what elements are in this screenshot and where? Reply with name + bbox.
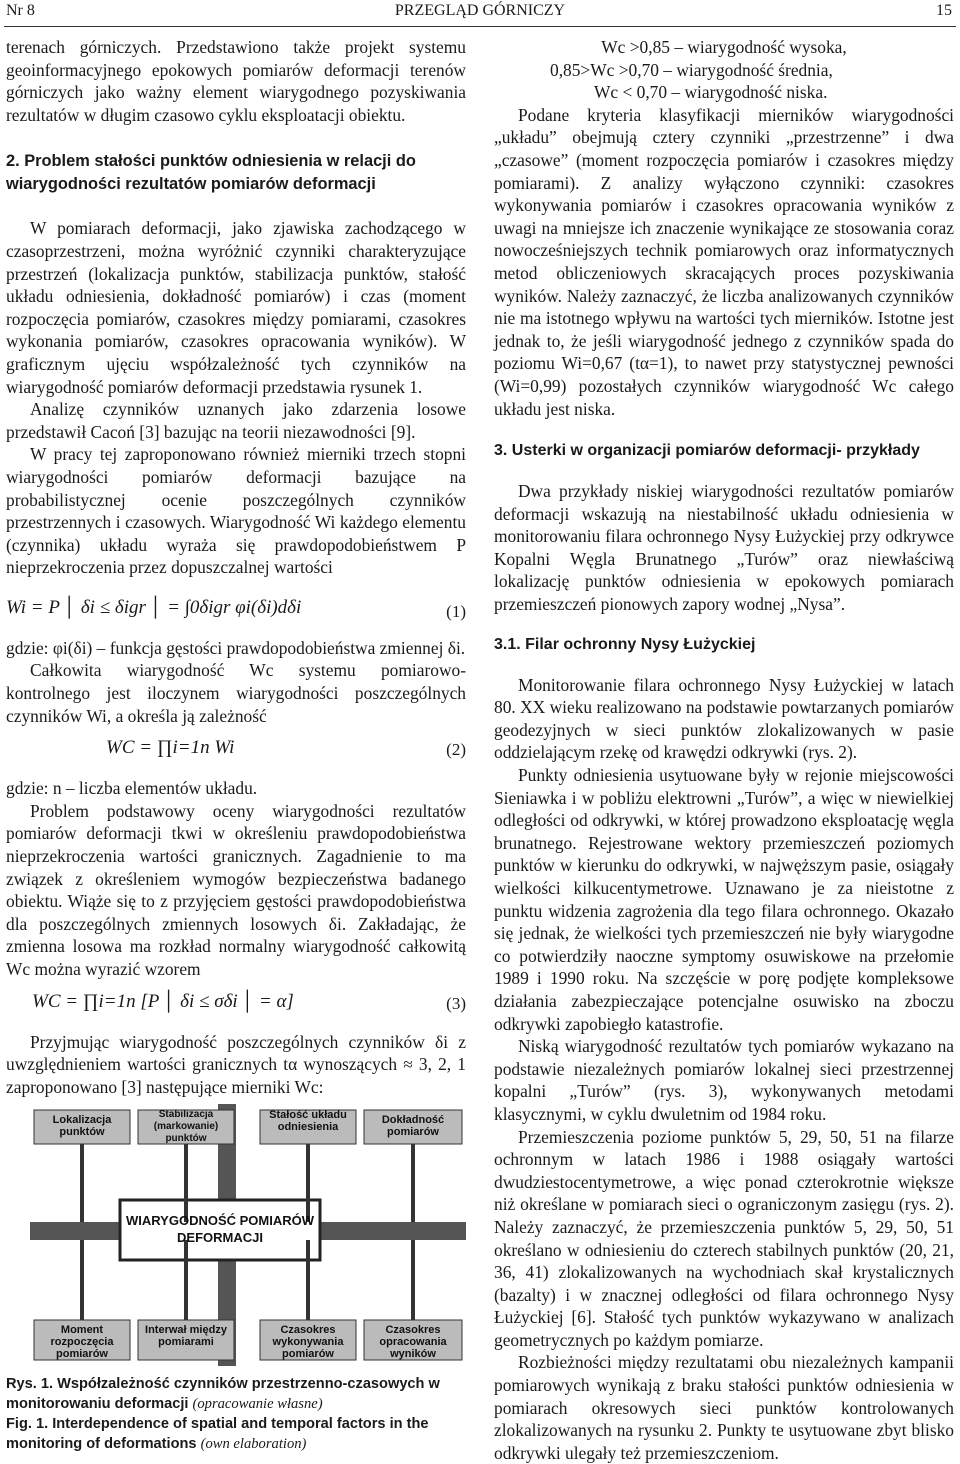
equation-number: (2): [446, 740, 466, 760]
page-header: [0, 0, 960, 28]
section-heading-3-1: 3.1. Filar ochronny Nysy Łużyckiej: [494, 635, 756, 653]
diagram-box-top-2: Stabilizacja (markowanie) punktów: [153, 1109, 219, 1145]
figure-caption-pl: Rys. 1. Współzależność czynników przestrzenno-czasowych w monitorowaniu deformacji (opracowanie własne): [6, 1376, 440, 1413]
header-rule: [4, 26, 956, 27]
diagram-center-label: WIARYGODNOŚĆ POMIARÓW DEFORMACJI: [126, 1213, 315, 1246]
paragraph: Podane kryteria klasyfikacji mierników wiarygodności „układu” obejmują cztery czynniki „przestrzenne” i dwa „czasowe” (moment rozpoczęcia pomiarów i czasokres między pomiarami). Z analizy wyłączono czynniki: czasokres wykonywania pomiarów i czasokres opracowania wyników z uwagi na mniejsze ich znaczenie wynikające ze stosowania coraz nowocześniejszych technik pomiarowych oraz informatycznych metod obliczeniowych skracających proces pozyskiwania wyników. Należy zaznaczyć, że liczba analizowanych czynników nie ma istotnego wpływu na wartości tych mierników. Istotne jest jednak to, że jeśli wiarygodność jednego z czynników spada do poziomu Wi=0,67 (tα=1), to nawet przy statystycznej pewności (Wi=0,99) pozostałych czynników wiarygodność Wc całego układu jest niska.: [494, 104, 954, 419]
paragraph: Punkty odniesienia usytuowane były w rejonie miejscowości Sieniawka i w pobliżu elektrowni „Turów”, a więc w niewielkiej odległości od odkrywki, w której prowadzono eksploatację węgla brunatnego. Rejestrowane wektory przemieszczeń poziomych punktów w kierunku do odkrywki, w najwęższym pasie, osiągały wielkości kilkucentymetrowe. Uznawano je za nieistotne z punktu widzenia zagrożenia dla tego filara ochronnego. Okazało się jednak, że wielkości tych przemieszczeń nie były wiarygodne co potwierdziły naoczne symptomy osuwiskowe na przełomie 1989 i 1990 roku. Na szczęście w porę podjęte kompleksowe działania zabezpieczające potencjalne osuwisko na zboczu odkrywki zapobiegło katastrofie.: [494, 765, 954, 1034]
equation-number: (1): [446, 601, 466, 621]
figure-1-diagram: [30, 1104, 466, 1366]
paragraph: W pracy tej zaproponowano również mierniki trzech stopni wiarygodności pomiarów deformacji bazujące na probabilistycznej ocenie poszczególnych czynników przestrzennych i czasowych. Wiarygodność Wi każdego elementu (czynnika) układu wyraża się prawdopodobieństwem P nieprzekroczenia przez dopuszczalnej wartości: [6, 444, 466, 578]
equation-expression: WC = ∏i=1n Wi: [106, 737, 235, 759]
diagram-box-bottom-1: Moment rozpoczęcia pomiarów: [50, 1324, 114, 1361]
diagram-box-top-4: Dokładność pomiarów: [381, 1114, 445, 1139]
paragraph: Monitorowanie filara ochronnego Nysy Łużyckiej w latach 80. XX wieku realizowano na podstawie powtarzanych pomiarów geodezyjnych w sieci punktów zlokalizowanych w pasie oddzielającym rzekę od krawędzi odkrywki (rys. 2).: [494, 674, 954, 763]
paragraph: Analizę czynników uznanych jako zdarzenia losowe przedstawił Cacoń [3] bazując na teorii niezawodności [9].: [6, 399, 466, 442]
criteria-line: Wc >0,85 – wiarygodność wysoka,: [601, 37, 847, 57]
right-column: [494, 36, 954, 1464]
diagram-box-bottom-2: Interwał między pomiarami: [145, 1324, 227, 1349]
equation-number: (3): [446, 993, 466, 1013]
equation-2: [6, 727, 466, 777]
paragraph: Przemieszczenia poziome punktów 5, 29, 50, 51 na filarze ochronnym w latach 1986 i 1988 osiągały wartości dwudziestocentymetrowe, a więc ponad czterokrotnie większe niż określane w pomiarach sieci o ograniczonym zasięgu (rys. 2). Należy zaznaczyć, że przemieszczenia punktów 5, 29, 50, 51 określano w odniesieniu do czterech stabilnych punktów (20, 21, 36, 41) zlokalizowanych na wychodniach skał krystalicznych (bazalty) i w znacznej odległości od filara ochronnego Nysy Łużyckiej [6]. Stałość tych punktów wykazywano w analizach geometrycznych po każdym pomiarze.: [494, 1126, 954, 1350]
left-column: [6, 36, 466, 1454]
equation-1: [6, 579, 466, 637]
diagram-box-top-3: Stałość układu odniesienia: [269, 1109, 347, 1134]
figure-caption-en: Fig. 1. Interdependence of spatial and temporal factors in the monitoring of deformations (own elaboration): [6, 1416, 429, 1453]
criteria-line: Wc < 0,70 – wiarygodność niska.: [594, 82, 828, 103]
paragraph: terenach górniczych. Przedstawiono także projekt systemu geoinformacyjnego epokowych pomiarów deformacji terenów górniczych jako ważny element wiarygodnego pozyskiwania rezultatów w długim czasowo cyklu eksploatacji obiektu.: [6, 37, 466, 125]
paragraph: Problem podstawowy oceny wiarygodności rezultatów pomiarów deformacji tkwi w określeniu prawdopodobieństwa nieprzekroczenia wartości granicznych. Zagadnienie to ma związek z określeniem wymogów bezpieczeństwa badanego obiektu. Wiąże się to z przyjęciem gęstości prawdopodobieństwa dla poszczególnych zmiennych losowych δi. Zakładając, że zmienna losowa ma rozkład normalny wiarygodność całkowitą Wc można wyrazić wzorem: [6, 800, 466, 979]
paragraph: gdzie: n – liczba elementów układu.: [6, 778, 258, 799]
paragraph: W pomiarach deformacji, jako zjawiska zachodzącego w czasoprzestrzeni, można wyróżnić czynniki charakteryzujące przestrzeń (lokalizacja punktów, stabilizacja punktów, stałość układu odniesienia, dokładność pomiarów) i czas (moment rozpoczęcia pomiarów, czasokres między pomiarami, czasokres wykonania pomiarów, czasokres opracowania wyników). W graficznym ujęciu współzależność tych czynników na wiarygodność pomiarów deformacji przedstawia rysunek 1.: [6, 218, 466, 397]
paragraph: Przyjmując wiarygodność poszczególnych czynników δi z uwzględnieniem wartości granicznych tα wynoszących ≈ 3, 2, 1 zaproponowano [3] następujące mierniki Wc:: [6, 1031, 466, 1097]
equation-expression: WC = ∏i=1n [P │ δi ≤ σδi │ = α]: [32, 990, 294, 1012]
equation-3: [6, 981, 466, 1031]
equation-expression: Wi = P │ δi ≤ δigr │ = ∫0δigr φi(δi)dδi: [6, 596, 302, 618]
issue-number: Nr 8: [6, 2, 35, 19]
paragraph: Niską wiarygodność rezultatów tych pomiarów wykazano na podstawie niezależnych pomiarów lokalnej sieci przestrzennej kopalni „Turów” (rys. 3), wykonywanych metodami klasycznymi, w cyklu dwuletnim od 1984 roku.: [494, 1036, 954, 1124]
page-number: 15: [936, 2, 952, 19]
paragraph: Dwa przykłady niskiej wiarygodności rezultatów pomiarów deformacji wskazują na niestabilność układu odniesienia w monitorowaniu filara ochronnego Nysy Łużyckiej przy odkrywce Kopalni Węgla Brunatnego „Turów” oraz niewłaściwą lokalizację punktów odniesienia w epokowych pomiarach przemieszczeń pionowych zapory wodnej „Nysa”.: [494, 481, 954, 615]
paragraph: gdzie: φi(δi) – funkcja gęstości prawdopodobieństwa zmiennej δi.: [6, 637, 466, 658]
diagram-box-bottom-4: Czasokres opracowania wyników: [379, 1324, 447, 1361]
section-heading-3: 3. Usterki w organizacji pomiarów deformacji- przykłady: [494, 442, 920, 460]
section-heading-2: 2. Problem stałości punktów odniesienia w relacji do wiarygodności rezultatów pomiarów deformacji: [6, 152, 416, 194]
paragraph: Całkowita wiarygodność Wc systemu pomiarowo-kontrolnego jest iloczynem wiarygodności poszczególnych czynników Wi, a określa ją zależność: [6, 660, 466, 726]
criteria-line: 0,85>Wc >0,70 – wiarygodność średnia,: [550, 59, 833, 80]
journal-title: PRZEGLĄD GÓRNICZY: [394, 2, 566, 19]
diagram-box-top-1: Lokalizacja punktów: [52, 1114, 112, 1139]
paragraph: Rozbieżności między rezultatami obu niezależnych kampanii pomiarowych wynikają z braku stałości punktów odniesienia w pomiarach okresowych sieci punktów kontrolowanych zlokalizowanych na rysunku 2. Punkty te usytuowane zbyt blisko odkrywki ulegały też przemieszczeniom.: [494, 1352, 954, 1463]
diagram-box-bottom-3: Czasokres wykonywania pomiarów: [272, 1324, 344, 1361]
